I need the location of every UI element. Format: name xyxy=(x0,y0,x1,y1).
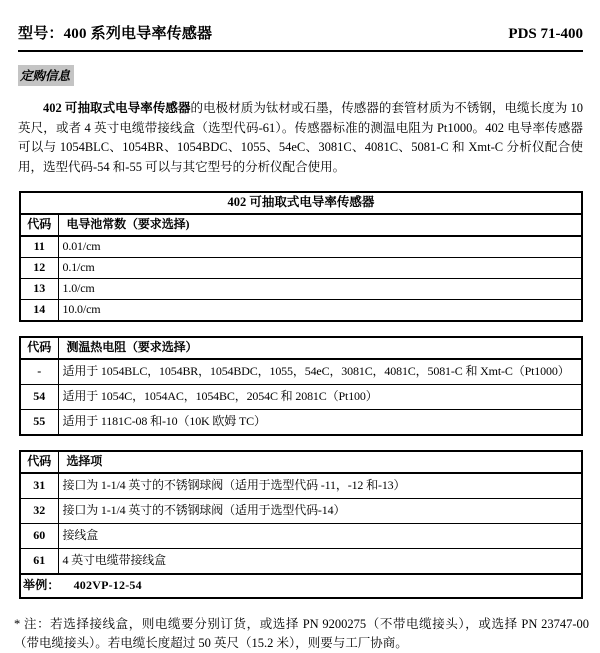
example-cell xyxy=(20,574,582,598)
table-cell-constant xyxy=(19,191,583,322)
desc-cell: 适用于 1054C，1054AC，1054BC，2054C 和 2081C（Pt100） xyxy=(58,385,582,410)
footnote: * 注：若选择接线盒，则电缆要分别订货，或选择 PN 9200275（不带电缆接头），或选择 PN 23747-00（带电缆接头）。若电缆长度超过 50 英尺（15.2 米），则要与工厂协商。 xyxy=(14,617,589,650)
code-cell: 60 xyxy=(20,524,58,549)
desc-cell: 适用于 1054BLC，1054BR，1054BDC，1055，54eC，3081C，4081C，5081-C 和 Xmt-C（Pt1000） xyxy=(58,359,582,385)
code-cell: 54 xyxy=(20,385,58,410)
table3-header-row xyxy=(20,451,582,473)
code-cell: 12 xyxy=(20,258,58,279)
example-value: 402VP-12-54 xyxy=(73,578,142,592)
page-title: 型号：400 系列电导率传感器 xyxy=(18,26,213,42)
column-header-rtd: 测温热电阻（要求选择） xyxy=(58,337,582,359)
intro-lead-bold: 402 可抽取式电导率传感器 xyxy=(43,101,191,115)
desc-cell: 0.1/cm xyxy=(58,258,582,279)
table-row xyxy=(20,473,582,499)
column-header-options: 选择项 xyxy=(58,451,582,473)
table-row xyxy=(20,549,582,575)
table1-title: 402 可抽取式电导率传感器 xyxy=(20,192,582,214)
code-cell: 11 xyxy=(20,236,58,258)
table2-header-row xyxy=(20,337,582,359)
desc-cell: 0.01/cm xyxy=(58,236,582,258)
column-header-cell-constant: 电导池常数（要求选择) xyxy=(58,214,582,236)
table-row xyxy=(20,385,582,410)
example-row xyxy=(20,574,582,598)
desc-cell: 10.0/cm xyxy=(58,300,582,322)
desc-cell: 接口为 1-1/4 英寸的不锈钢球阀（适用于选型代码-14） xyxy=(58,499,582,524)
code-cell: 61 xyxy=(20,549,58,575)
table-row xyxy=(20,279,582,300)
doc-header xyxy=(18,22,583,52)
code-cell: 55 xyxy=(20,410,58,436)
desc-cell: 1.0/cm xyxy=(58,279,582,300)
code-cell: 32 xyxy=(20,499,58,524)
code-cell: 14 xyxy=(20,300,58,322)
table-row xyxy=(20,300,582,322)
table-row xyxy=(20,236,582,258)
desc-cell: 适用于 1181C-08 和-10（10K 欧姆 TC） xyxy=(58,410,582,436)
desc-cell: 接口为 1-1/4 英寸的不锈钢球阀（适用于选型代码 -11，-12 和-13） xyxy=(58,473,582,499)
table-row xyxy=(20,258,582,279)
table1-header-row xyxy=(20,214,582,236)
intro-paragraph xyxy=(18,99,583,177)
code-cell: 13 xyxy=(20,279,58,300)
column-header-code: 代码 xyxy=(20,214,58,236)
code-cell: - xyxy=(20,359,58,385)
section-label-ordering-info: 定购信息 xyxy=(18,65,74,86)
desc-cell: 接线盒 xyxy=(58,524,582,549)
column-header-code: 代码 xyxy=(20,451,58,473)
column-header-code: 代码 xyxy=(20,337,58,359)
code-cell: 31 xyxy=(20,473,58,499)
table-rtd xyxy=(19,336,583,436)
doc-code: PDS 71-400 xyxy=(508,26,583,42)
table1-title-row xyxy=(20,192,582,214)
example-label: 举例： xyxy=(23,578,60,592)
table-row xyxy=(20,524,582,549)
table-row xyxy=(20,410,582,436)
desc-cell: 4 英寸电缆带接线盒 xyxy=(58,549,582,575)
table-row xyxy=(20,499,582,524)
table-row xyxy=(20,359,582,385)
intro-text: 的电极材质为钛材或石墨，传感器的套管材质为不锈钢，电缆长度为 10 英尺，或者 4 英寸电缆带接线盒（选型代码-61）。传感器标准的测温电阻为 Pt1000。402 电导率传感器可以与 1054BLC、1054BR、1054BDC、1055、54eC、3081C、4081C、5081-C 和 Xmt-C 分析仪配合使用，选型代码-54 和-55 可以与其它型号的分析仪配合使用。 xyxy=(18,101,583,174)
table-options xyxy=(19,450,583,599)
